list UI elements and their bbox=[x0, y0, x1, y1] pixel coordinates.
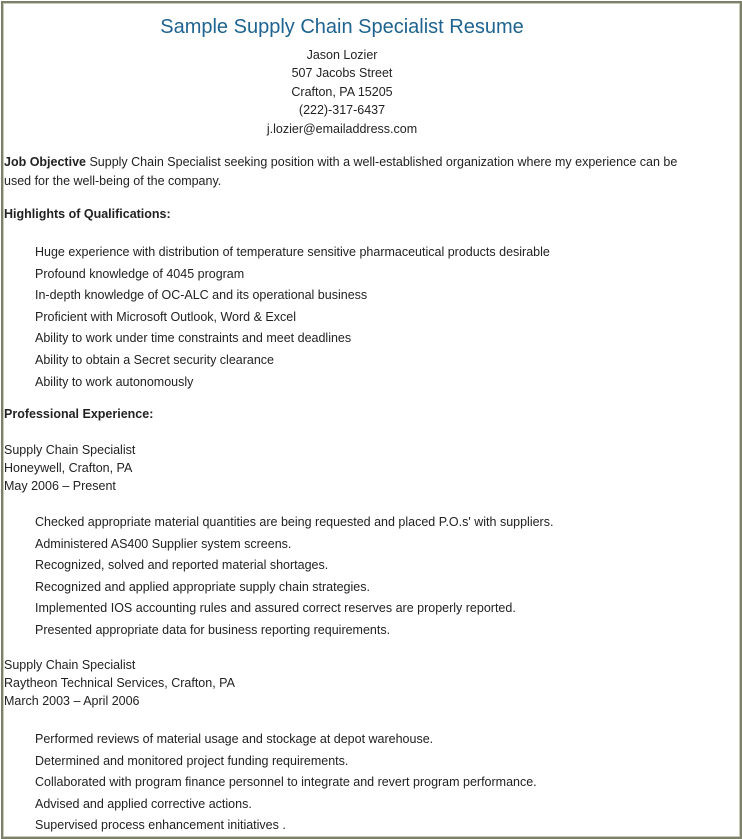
job-duties-list bbox=[35, 512, 553, 642]
contact-name: Jason Lozier bbox=[306, 48, 378, 62]
list-item: Collaborated with program finance personnel to integrate and revert program performance. bbox=[35, 775, 537, 790]
list-item: Recognized, solved and reported material shortages. bbox=[35, 558, 329, 573]
list-item: Ability to obtain a Secret security clearance bbox=[35, 352, 275, 367]
highlights-heading: Highlights of Qualifications: bbox=[4, 207, 171, 221]
job-company: Raytheon Technical Services, Crafton, PA bbox=[4, 676, 235, 691]
highlights-list bbox=[35, 242, 550, 393]
job-dates: May 2006 – Present bbox=[4, 479, 116, 494]
contact-city: Crafton, PA 15205 bbox=[291, 84, 393, 99]
list-item: Huge experience with distribution of temperature sensitive pharmaceutical products desirable bbox=[35, 245, 550, 259]
list-item: Performed reviews of material usage and stockage at depot warehouse. bbox=[35, 732, 434, 746]
contact-block bbox=[0, 46, 684, 138]
list-item: Supervised process enhancement initiatives . bbox=[35, 818, 286, 833]
list-item: Ability to work under time constraints and meet deadlines bbox=[35, 331, 352, 346]
list-item: Administered AS400 Supplier system screens. bbox=[35, 536, 292, 551]
job-title: Supply Chain Specialist bbox=[4, 658, 136, 672]
list-item: Checked appropriate material quantities are being requested and placed P.O.s' with suppliers. bbox=[35, 515, 554, 529]
job-objective bbox=[4, 153, 694, 191]
job-duties-list bbox=[35, 729, 537, 837]
list-item: Advised and applied corrective actions. bbox=[35, 796, 252, 811]
list-item: Implemented IOS accounting rules and assured correct reserves are properly reported. bbox=[35, 601, 516, 616]
experience-heading: Professional Experience: bbox=[4, 407, 154, 421]
job-header bbox=[4, 656, 235, 711]
objective-label: Job Objective bbox=[4, 155, 86, 169]
job-dates: March 2003 – April 2006 bbox=[4, 694, 140, 709]
contact-email: j.lozier@emailaddress.com bbox=[266, 121, 418, 136]
objective-text: Supply Chain Specialist seeking position with a well-established organization where my experience can be used for the well-being of the company. bbox=[4, 155, 678, 188]
list-item: Recognized and applied appropriate supply chain strategies. bbox=[35, 579, 370, 594]
list-item: In-depth knowledge of OC-ALC and its operational business bbox=[35, 288, 368, 303]
contact-phone: (222)-317-6437 bbox=[298, 103, 386, 118]
list-item: Ability to work autonomously bbox=[35, 374, 194, 389]
job-title: Supply Chain Specialist bbox=[4, 443, 136, 457]
list-item: Proficient with Microsoft Outlook, Word & Excel bbox=[35, 309, 296, 324]
job-header bbox=[4, 441, 135, 496]
contact-street: 507 Jacobs Street bbox=[291, 66, 393, 81]
list-item: Profound knowledge of 4045 program bbox=[35, 266, 245, 281]
document-title: Sample Supply Chain Specialist Resume bbox=[160, 16, 524, 38]
list-item: Determined and monitored project funding requirements. bbox=[35, 753, 349, 768]
job-company: Honeywell, Crafton, PA bbox=[4, 461, 133, 476]
list-item: Presented appropriate data for business reporting requirements. bbox=[35, 622, 391, 637]
